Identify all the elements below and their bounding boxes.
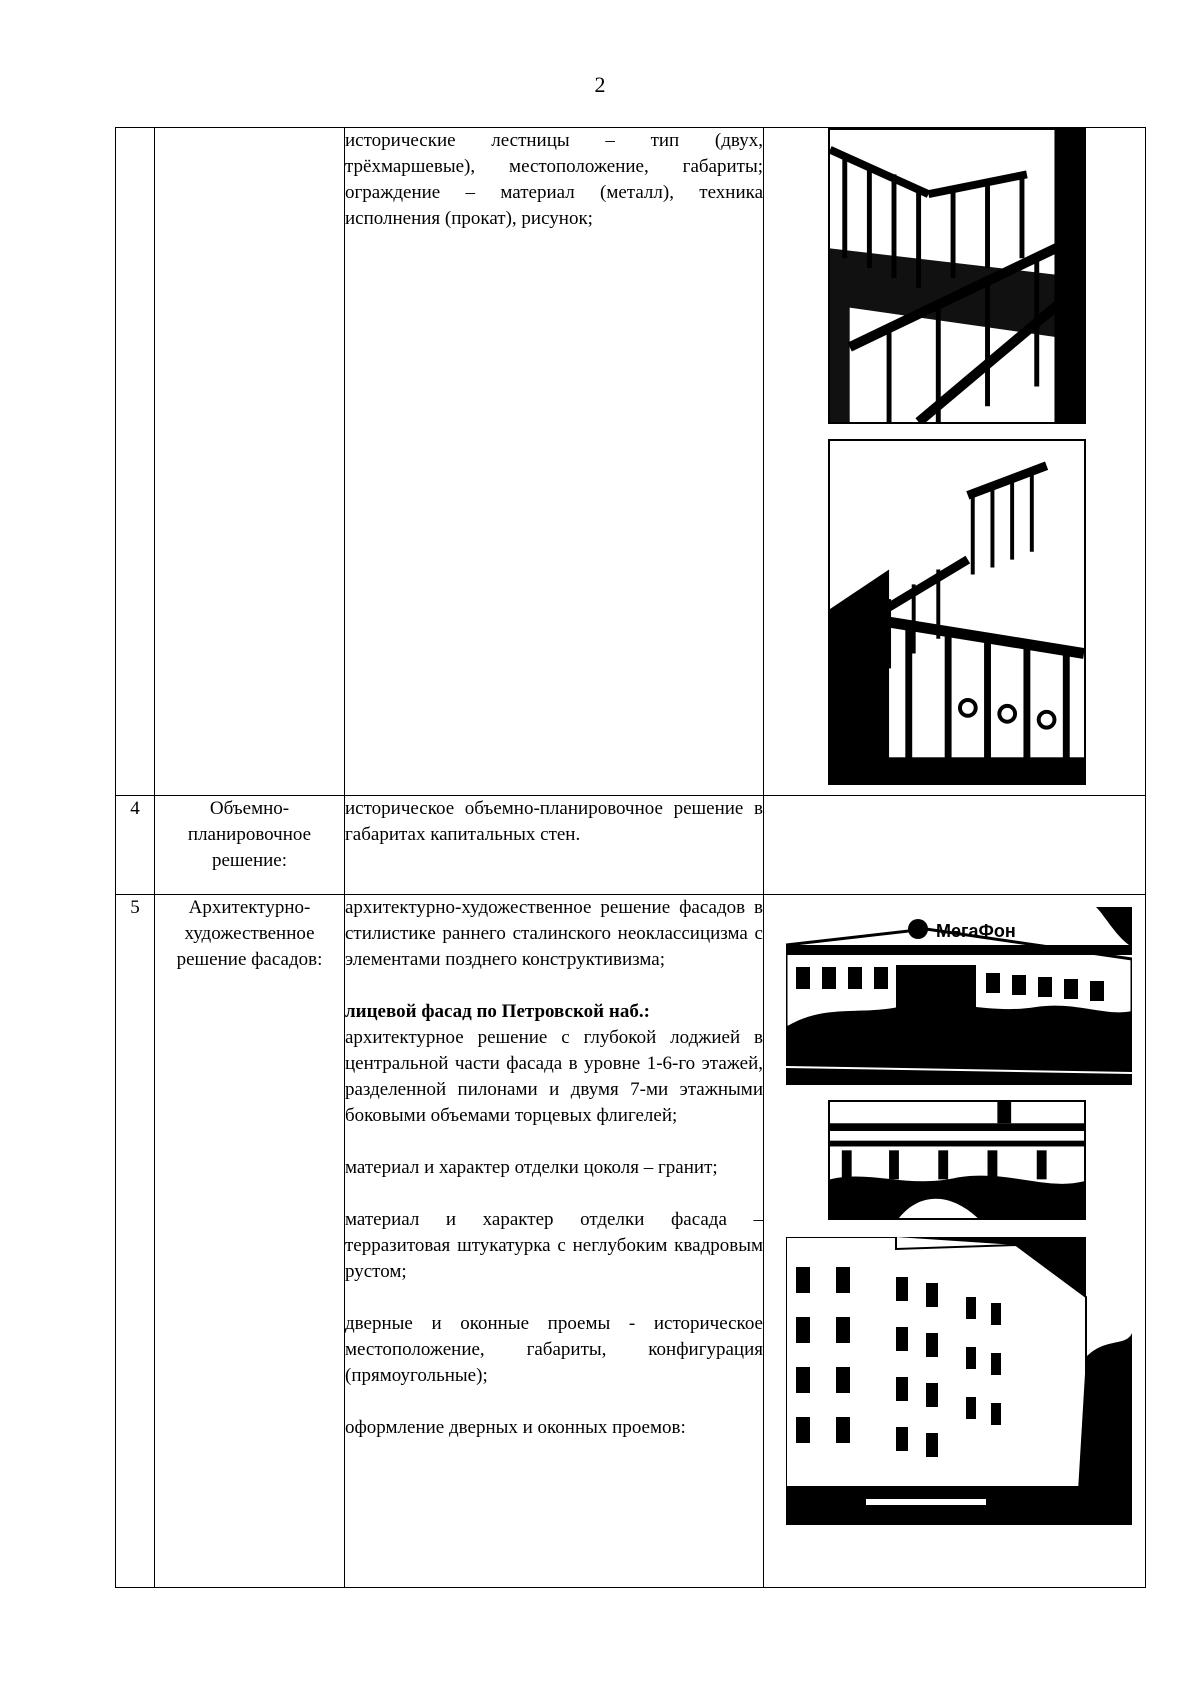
image-cell-empty xyxy=(764,796,1146,895)
document-table xyxy=(115,127,1146,1588)
description-paragraph: дверные и оконные проемы - историческое местоположение, габариты, конфигурация (прямоугольные); xyxy=(345,1313,763,1386)
row-number: 4 xyxy=(116,796,155,895)
image-cell-facade xyxy=(764,895,1146,1588)
row-description xyxy=(345,796,764,895)
row-number: 5 xyxy=(116,895,155,1588)
page-number: 2 xyxy=(594,72,606,97)
row-description xyxy=(345,895,764,1588)
stair-railing-photo-2 xyxy=(828,439,1086,785)
table-row-stairs xyxy=(116,128,1146,796)
row-name: Объемно-планировочное решение: xyxy=(155,796,345,895)
stair-railing-photo-1 xyxy=(828,128,1086,424)
sign-text: МегаФон xyxy=(936,921,1016,941)
facade-description xyxy=(345,999,763,1129)
loggia-photo xyxy=(828,1100,1086,1220)
description-paragraph: материал и характер отделки фасада – терразитовая штукатурка с неглубоким квадровым рустом; xyxy=(345,1209,763,1282)
facade-perspective-photo xyxy=(786,1237,1132,1525)
row-number xyxy=(116,128,155,796)
description-paragraph: материал и характер отделки цоколя – гранит; xyxy=(345,1157,718,1178)
description-paragraph: исторические лестницы – тип (двух, трёхмаршевые), местоположение, габариты; ограждение – материал (металл), техника исполнения (прокат), рисунок; xyxy=(345,130,763,229)
description-paragraph: оформление дверных и оконных проемов: xyxy=(345,1417,686,1438)
table-row-4 xyxy=(116,796,1146,895)
row-name: Архитектурно-художественное решение фасадов: xyxy=(155,895,345,1588)
description-paragraph: историческое объемно-планировочное решение в габаритах капитальных стен. xyxy=(345,798,763,845)
description-paragraph: архитектурно-художественное решение фасадов в стилистике раннего сталинского неоклассицизма с элементами позднего конструктивизма; xyxy=(345,897,763,970)
table-row-5 xyxy=(116,895,1146,1588)
building-facade-photo xyxy=(786,907,1132,1085)
row-name xyxy=(155,128,345,796)
facade-heading: лицевой фасад по Петровской наб.: xyxy=(345,1001,650,1022)
image-cell-stairs xyxy=(764,128,1146,796)
row-description xyxy=(345,128,764,796)
facade-text: архитектурное решение с глубокой лоджией в центральной части фасада в уровне 1-6-го этажей, разделенной пилонами и двумя 7-ми этажными боковыми объемами торцевых флигелей; xyxy=(345,1027,763,1126)
